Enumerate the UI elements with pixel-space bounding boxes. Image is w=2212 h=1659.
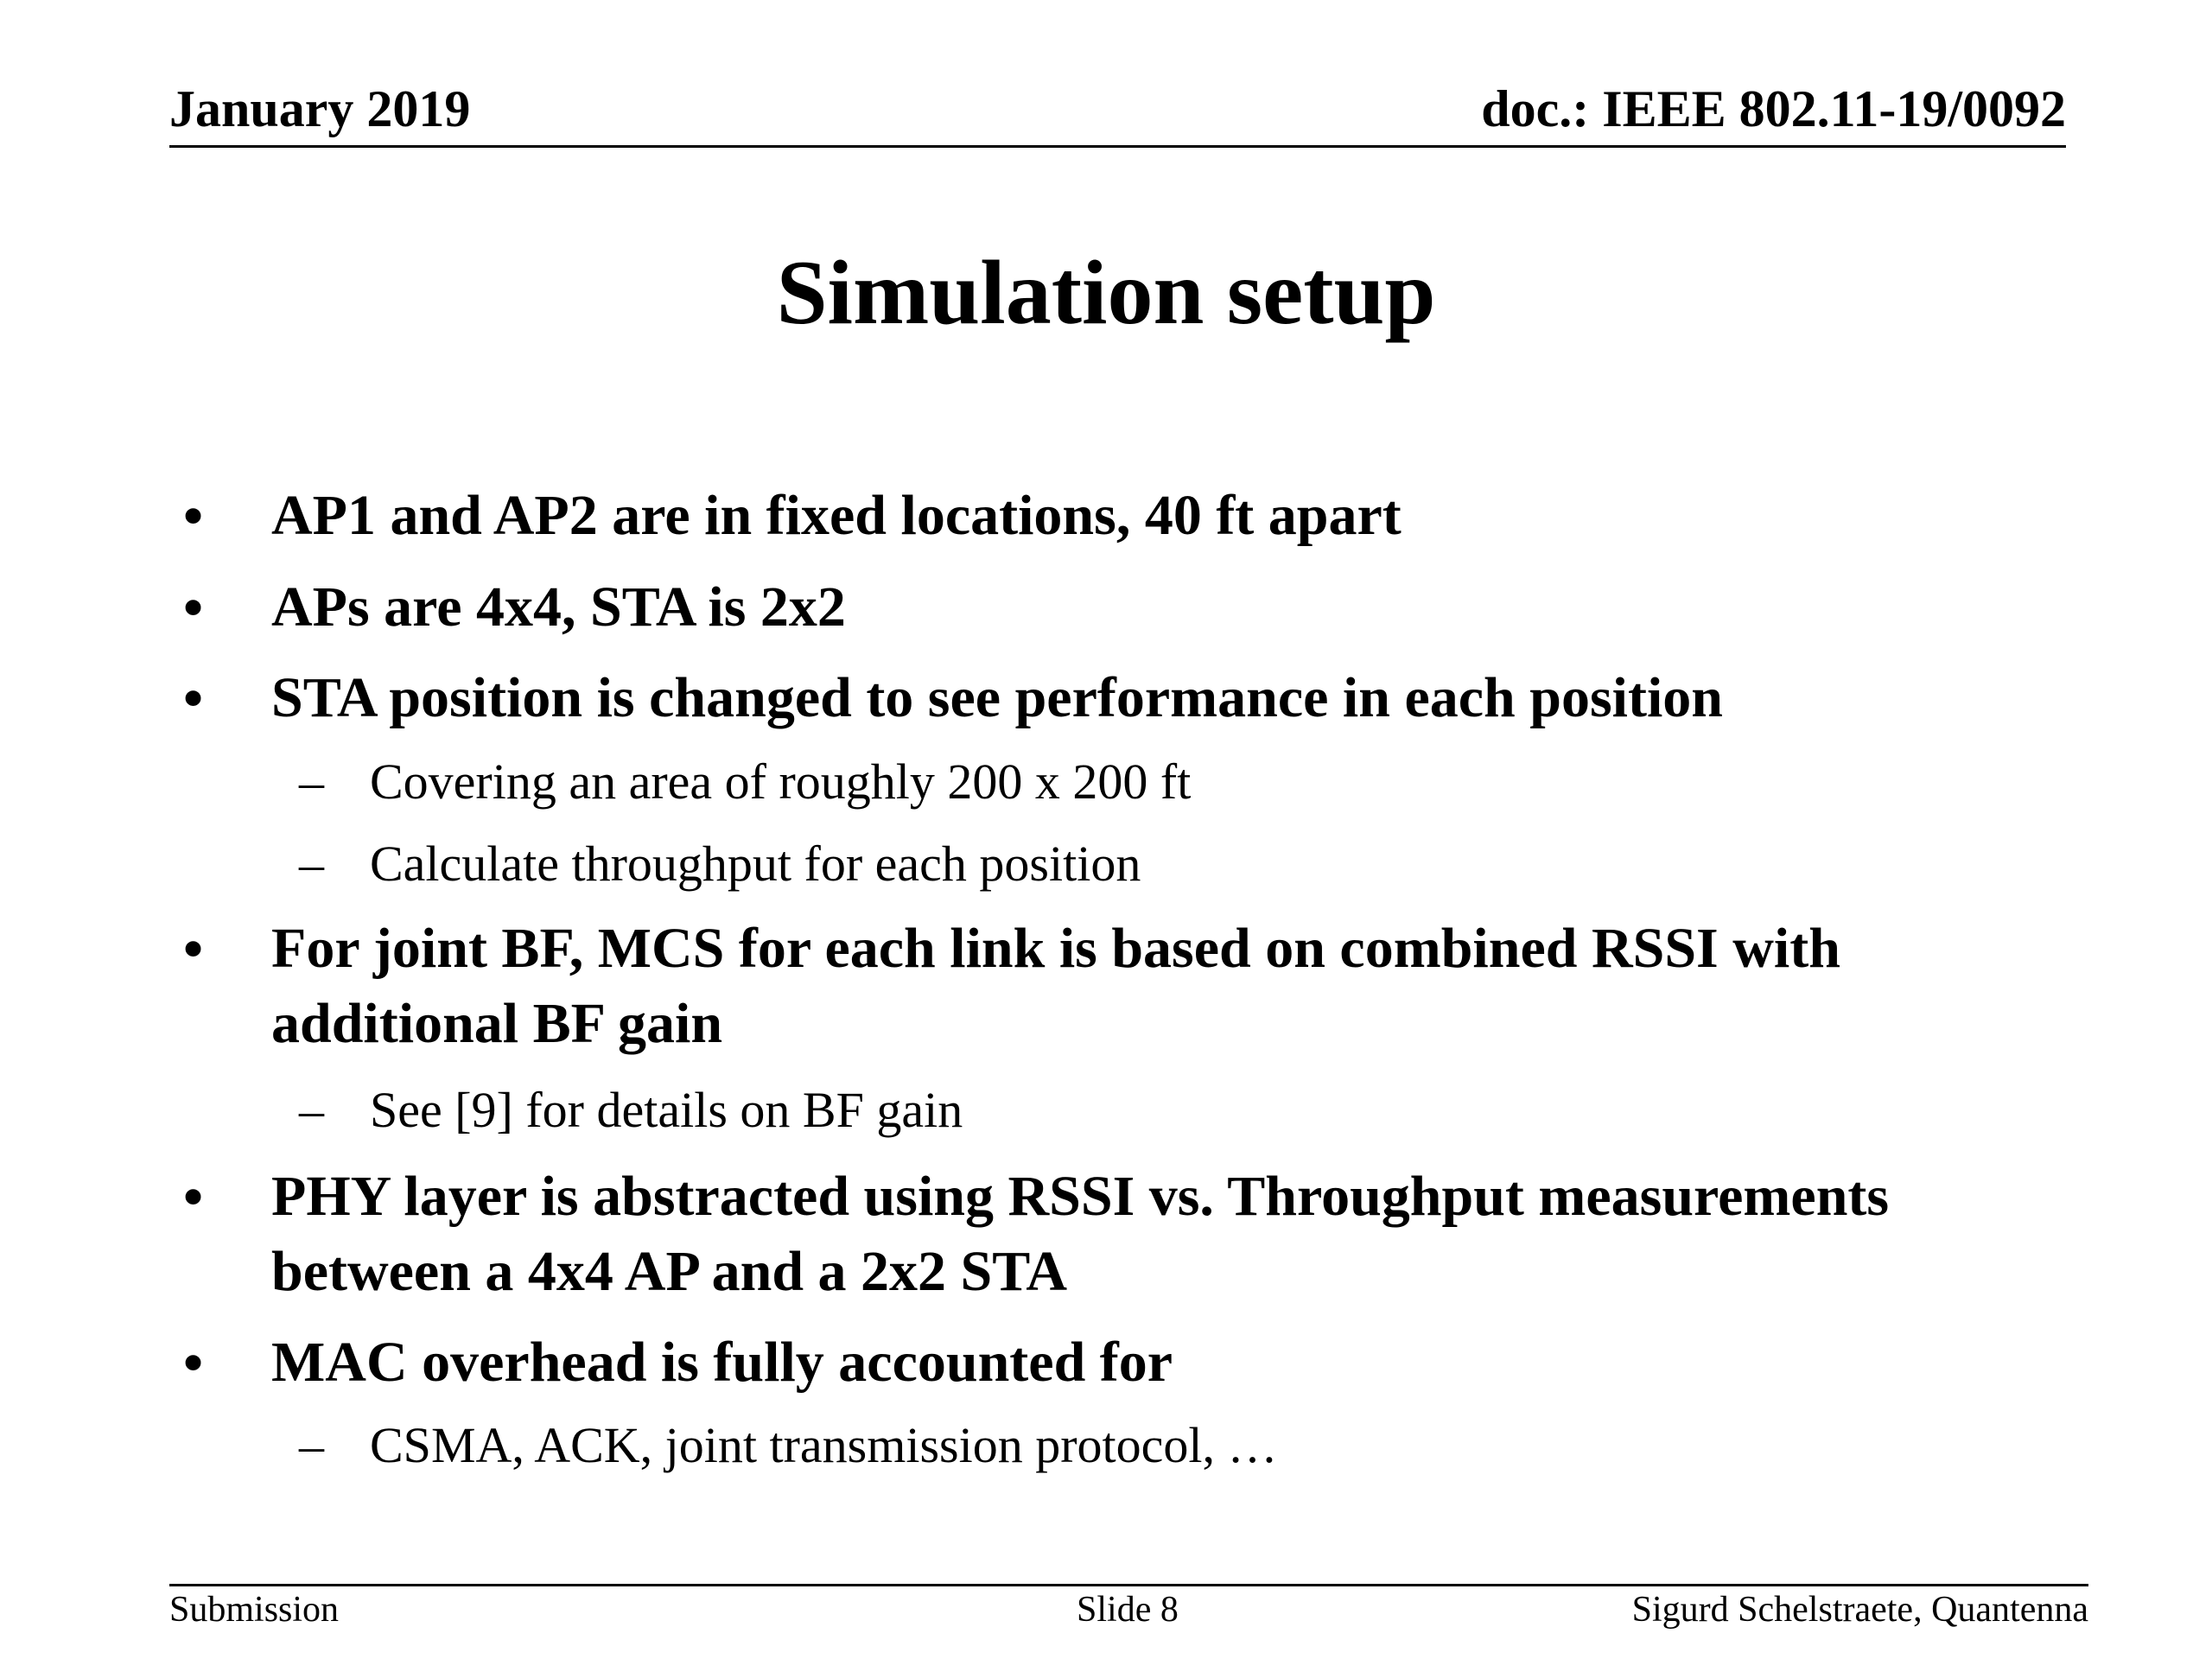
sub-bullet-text: See [9] for details on BF gain (370, 1082, 963, 1138)
footer-submission: Submission (169, 1590, 340, 1630)
bullet-marker: • (183, 1166, 204, 1229)
sub-bullet-text: CSMA, ACK, joint transmission protocol, … (370, 1417, 1278, 1473)
sub-bullet-text: Calculate throughput for each position (370, 836, 1141, 892)
sub-bullet-marker: – (299, 1417, 324, 1473)
bullet-text: STA position is changed to see performance in each position (271, 666, 1724, 729)
header-date: January 2019 (169, 80, 471, 137)
footer-author: Sigurd Schelstraete, Quantenna (1631, 1590, 2088, 1630)
header-doc-id: doc.: IEEE 802.11-19/0092 (1481, 80, 2066, 137)
footer-slide-number: Slide 8 (1077, 1590, 1179, 1630)
sub-bullet-marker: – (299, 753, 324, 810)
bullet-marker: • (183, 667, 204, 730)
bullet-text: For joint BF, MCS for each link is based on combined RSSI with additional BF gain (271, 917, 1840, 1055)
bullet-marker: • (183, 576, 204, 639)
bullet-marker: • (183, 485, 204, 548)
bullet-text: PHY layer is abstracted using RSSI vs. Throughput measurements between a 4x4 AP and a 2x2 STA (271, 1165, 1890, 1303)
sub-bullet-text: Covering an area of roughly 200 x 200 ft (370, 753, 1192, 810)
footer-rule (169, 1584, 2088, 1586)
sub-bullet-marker: – (299, 1082, 324, 1138)
slide-title: Simulation setup (776, 242, 1436, 343)
bullet-text: AP1 and AP2 are in fixed locations, 40 ft apart (271, 484, 1402, 547)
bullet-text: APs are 4x4, STA is 2x2 (271, 575, 846, 639)
bullet-marker: • (183, 1332, 204, 1395)
sub-bullet-marker: – (299, 836, 324, 892)
bullet-marker: • (183, 918, 204, 981)
bullet-text: MAC overhead is fully accounted for (271, 1331, 1173, 1394)
